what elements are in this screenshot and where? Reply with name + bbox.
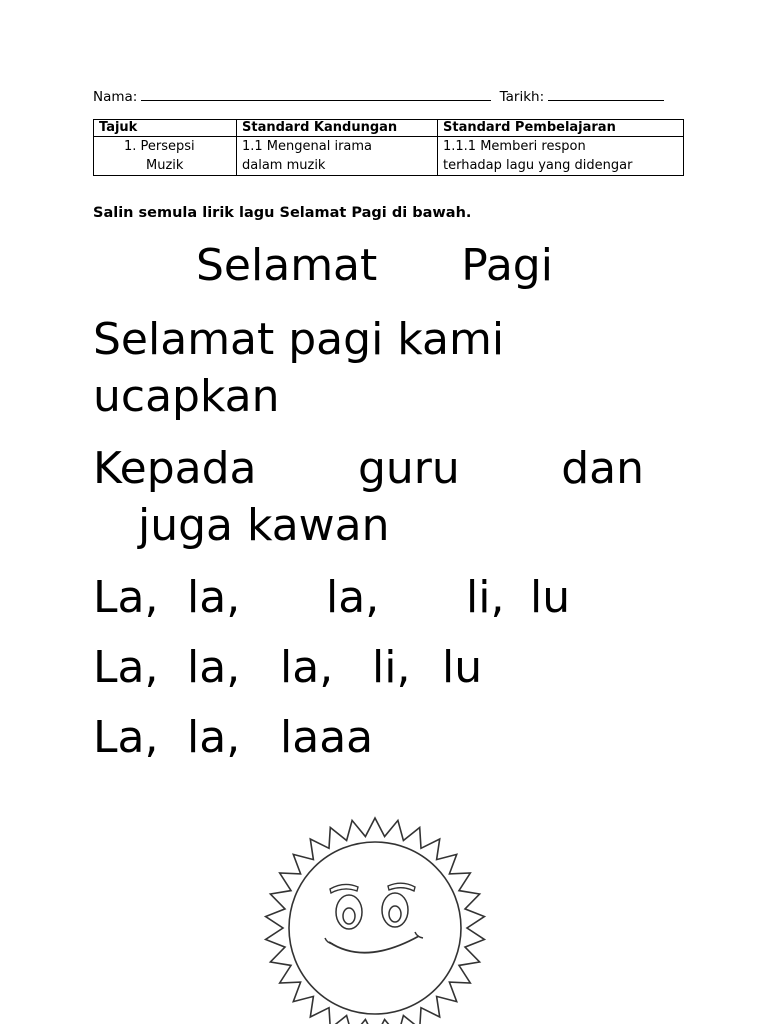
lyric-line-3 bbox=[93, 440, 644, 498]
lyric-line-2: ucapkan bbox=[93, 371, 280, 422]
lyric-word: la, bbox=[326, 572, 380, 623]
song-title-word-2: Pagi bbox=[461, 240, 553, 291]
lyric-word: la, bbox=[187, 642, 241, 693]
smiling-sun-icon bbox=[255, 810, 495, 1024]
header-standard-kandungan: Standard Kandungan bbox=[237, 120, 438, 137]
lyric-word: lu bbox=[442, 642, 483, 693]
content-line-2: dalam muzik bbox=[242, 158, 326, 173]
name-blank-line bbox=[141, 86, 491, 101]
song-title bbox=[196, 240, 553, 291]
topic-cell bbox=[94, 137, 237, 176]
lyric-line-1: Selamat pagi kami bbox=[93, 314, 505, 365]
lyric-word: dan bbox=[561, 443, 644, 494]
lyric-word: La, bbox=[93, 712, 159, 763]
instruction-text: Salin semula lirik lagu Selamat Pagi di bawah. bbox=[93, 205, 472, 221]
date-blank-line bbox=[548, 86, 664, 101]
learning-standard-cell bbox=[438, 137, 684, 176]
sun-face bbox=[289, 842, 461, 1014]
right-pupil bbox=[389, 906, 401, 922]
content-line-1: 1.1 Mengenal irama bbox=[242, 139, 373, 154]
lyric-line-7 bbox=[93, 709, 373, 767]
table-header-row bbox=[94, 120, 684, 137]
lyric-word: lu bbox=[530, 572, 571, 623]
lyric-word: guru bbox=[357, 443, 460, 494]
lyric-line-4: juga kawan bbox=[138, 500, 390, 551]
name-label: Nama: bbox=[93, 89, 138, 105]
topic-line-1: 1. Persepsi bbox=[124, 139, 195, 154]
standards-table bbox=[93, 119, 684, 176]
lyric-line-5 bbox=[93, 569, 570, 627]
lyric-word: la, bbox=[187, 572, 241, 623]
topic-line-2: Muzik bbox=[146, 158, 184, 173]
date-label: Tarikh: bbox=[499, 89, 545, 105]
lyric-word: La, bbox=[93, 642, 159, 693]
lyric-line-6 bbox=[93, 639, 482, 697]
learning-line-2: terhadap lagu yang didengar bbox=[443, 158, 633, 173]
learning-line-1: 1.1.1 Memberi respon bbox=[443, 139, 586, 154]
header-line bbox=[93, 86, 683, 105]
lyric-word: laaa bbox=[280, 712, 374, 763]
lyric-word: la, bbox=[280, 642, 334, 693]
left-pupil bbox=[343, 908, 355, 924]
lyric-word: La, bbox=[93, 572, 159, 623]
lyric-word: li, bbox=[466, 572, 505, 623]
lyric-word: la, bbox=[187, 712, 241, 763]
table-row bbox=[94, 137, 684, 176]
lyric-word: li, bbox=[372, 642, 411, 693]
content-standard-cell bbox=[237, 137, 438, 176]
header-standard-pembelajaran: Standard Pembelajaran bbox=[438, 120, 684, 137]
song-title-word-1: Selamat bbox=[196, 240, 378, 291]
lyric-word: Kepada bbox=[93, 443, 257, 494]
header-tajuk: Tajuk bbox=[94, 120, 237, 137]
